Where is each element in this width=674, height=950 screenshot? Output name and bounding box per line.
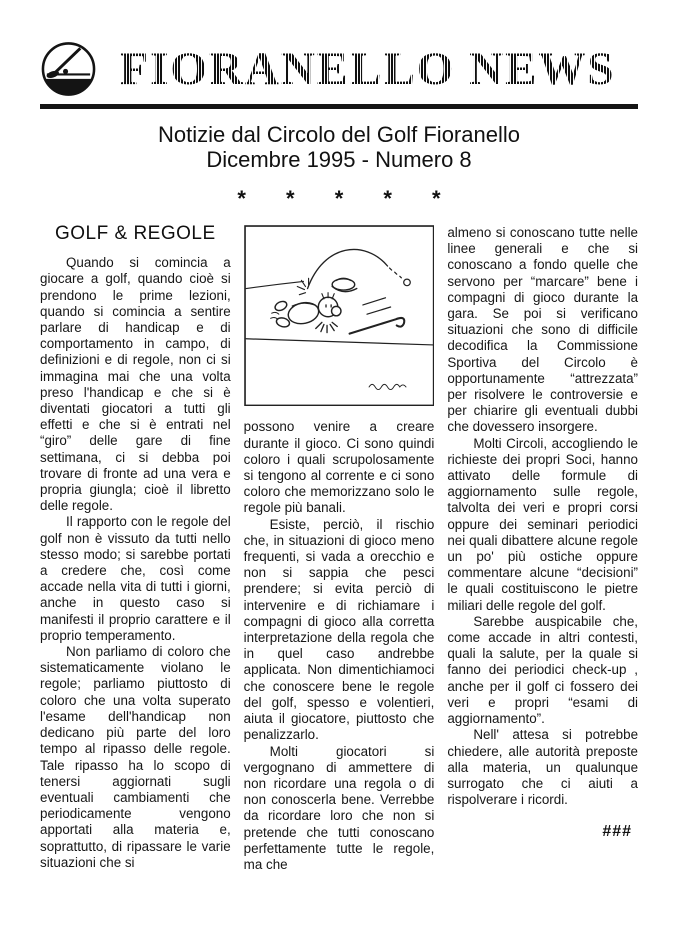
cartoon-frame <box>245 226 434 405</box>
article-heading: GOLF & REGOLE <box>55 223 216 244</box>
golf-club-ball-logo-icon <box>40 40 97 98</box>
subtitle-line1: Notizie dal Circolo del Golf Fioranello <box>158 122 520 147</box>
text-column-3 <box>447 225 638 873</box>
article-body <box>40 225 638 873</box>
text-column-2 <box>244 225 435 873</box>
paragraph: Molti giocatori si vergognano di ammettere di non ricordare una regola o di non conoscerla bene. Verrebbe da ricordare loro che non si pretende che tutti conoscano perfettamente tutte le regole, ma che <box>243 743 435 872</box>
paragraph: Il rapporto con le regole del golf non è vissuto da tutti nello stesso modo; si sarebbe portati a credere che, così come accade nella vita di tutti i giorni, anche in questo caso si manifesti il proprio carattere e il proprio temperamento. <box>40 514 231 643</box>
paragraph: Non parliamo di coloro che sistematicamente violano le regole; parliamo piuttosto di coloro che una volta superato l'esame dell'handicap non dedicano più parte del loro tempo al ripasso delle regole. Tale ripasso ha lo scopo di tenersi aggiornati sugli eventuali cambiamenti che periodicamente vengono apportati alla materia e, soprattutto, di ripassare le varie situazioni che si <box>40 644 231 870</box>
issue-subtitle <box>40 122 638 172</box>
article-end-mark: ### <box>602 823 633 841</box>
masthead <box>40 38 638 100</box>
golf-ball <box>403 279 410 286</box>
paragraph: Molti Circoli, accogliendo le richieste dei propri Soci, hanno attivato delle formule di aggiornamento sulle regole, talvolta dei veri e propri corsi oppure dei seminari periodici nei quali dibattere alcune regole un po' più ostiche oppure commentare alcune “decisioni” le quali costituiscono le pietre miliari delle regole del golf. <box>447 435 639 613</box>
paragraph: possono venire a creare durante il gioco. Ci sono quindi coloro i quali scrupolosamente si tengono al corrente e ci sono coloro che memorizzano solo le regole più banali. <box>243 419 435 516</box>
paragraph: Sarebbe auspicabile che, come accade in altri contesti, quali la salute, per la quale si fanno dei periodici check-up , anche per il golf ci fossero dei veri e propri “esami di aggiornamento”. <box>447 613 639 727</box>
cartoon-illustration <box>244 225 435 406</box>
paragraph: Esiste, perciò, il rischio che, in situazioni di gioco meno frequenti, si vada a orecchio e non si sappia che pesci prendere; si evita perciò di intervenire e di richiamare i compagni di gioco alla corretta interpretazione della regola che in quel caso andrebbe applicata. Non dimentichiamoci che conoscere bene le regole del golf, spesso e volentieri, aiuta il giocatore, piuttosto che penalizzarlo. <box>243 516 435 743</box>
text-column-1 <box>40 225 231 873</box>
newsletter-title: FIORANELLO NEWS <box>97 46 638 93</box>
masthead-divider-rule <box>40 104 638 109</box>
subtitle-line2: Dicembre 1995 - Numero 8 <box>206 147 472 172</box>
paragraph: almeno si conoscano tutte nelle linee generali e che si conoscano a fondo quelle che servono per “marcare” bene i compagni di gioco durante la gara. Se poi si verificano situazioni che sono di difficile decodifica la Commissione Sportiva del Circolo è opportunamente “attrezzata” per risolvere le controversie e per chiarire gli eventuali dubbi che dovessero insorgere. <box>447 225 639 435</box>
star-divider: * * * * * <box>237 186 458 211</box>
paragraph: Quando si comincia a giocare a golf, quando cioè si prendono le prime lezioni, quando si comincia a sentire parlare di handicap e di comportamento in campo, di definizioni e di regole, non ci si immagina mai che una volta preso l'handicap e che si è diventati giocatori a tutti gli effetti e che si è entrati nel “giro” delle gare di fine settimana, ci si debba poi trovare di fronte ad una vera e propria giungla; cioè il libretto delle regole. <box>40 255 231 514</box>
paragraph: Nell' attesa si potrebbe chiedere, alle autorità preposte alla materia, un qualunque surrogato che ci aiuti a rispolverare i ricordi. <box>447 727 639 808</box>
